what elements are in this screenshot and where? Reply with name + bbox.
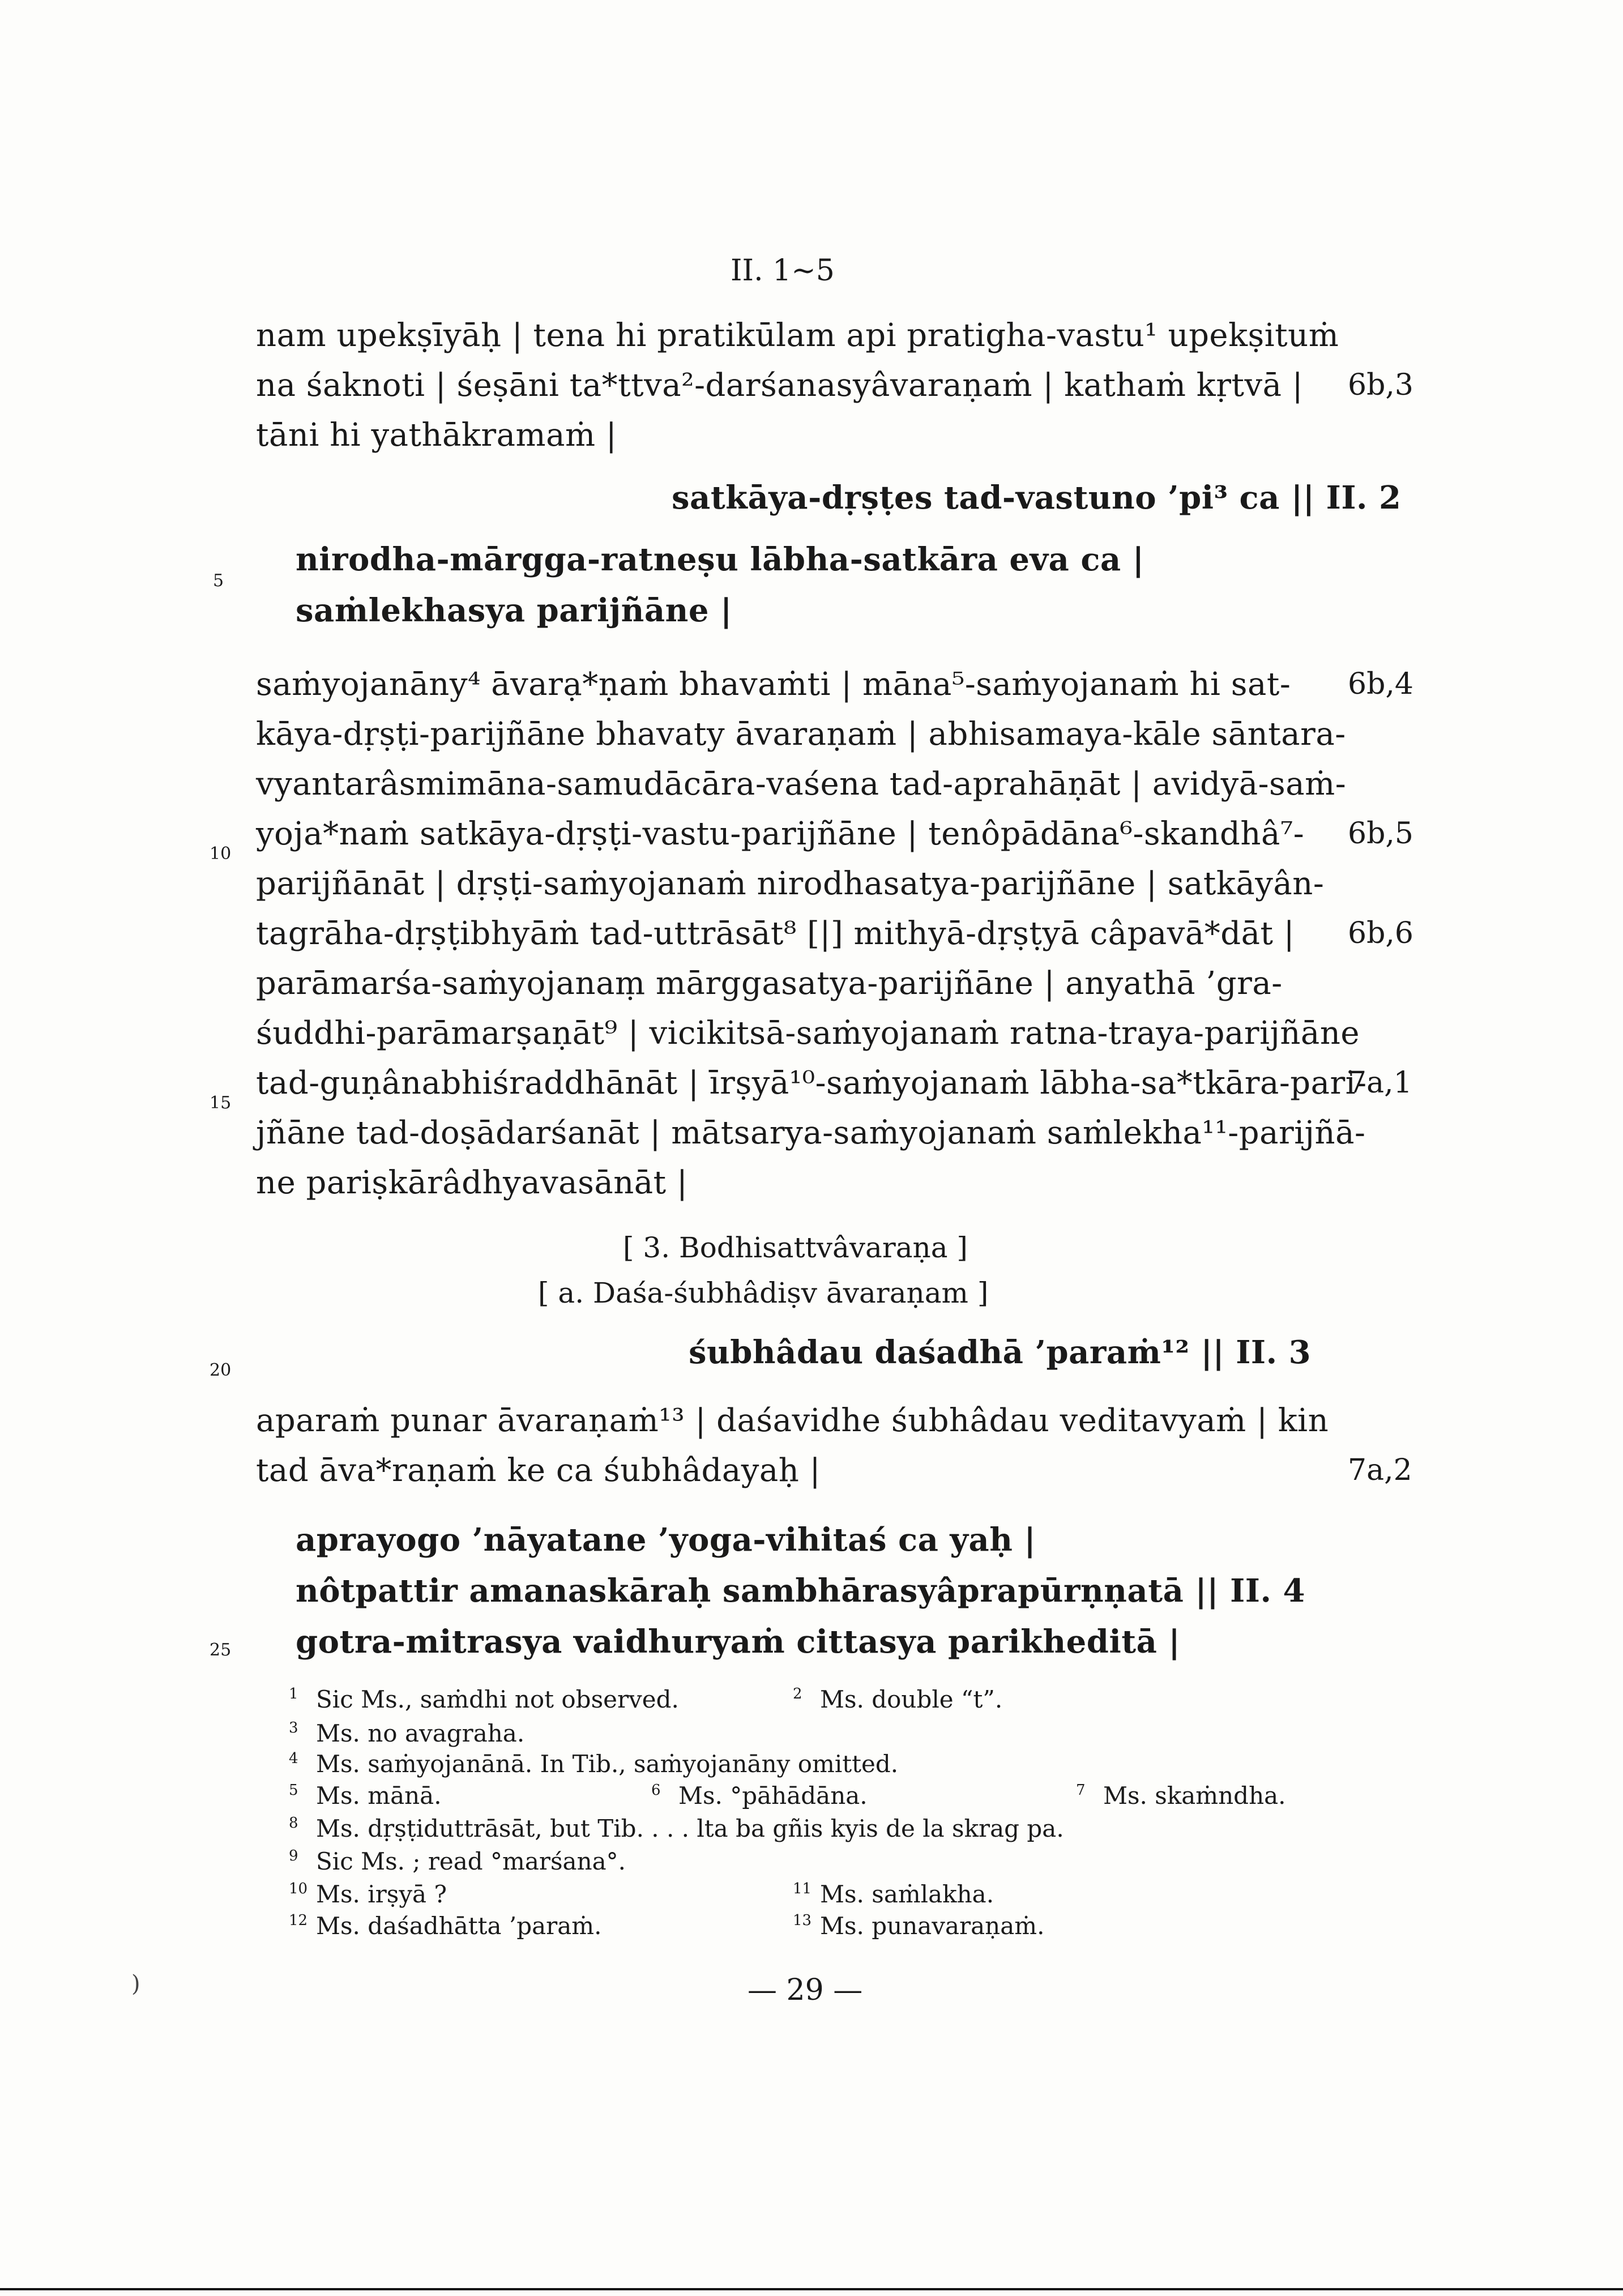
text-line: tad āva*raṇaṁ ke ca śubhâdayaḥ | — [256, 1452, 821, 1489]
footnote: 13 Ms. punavaraṇaṁ. — [793, 1912, 1045, 1940]
footnote: 1 Sic Ms., saṁdhi not observed. — [289, 1685, 679, 1713]
footnote: 3 Ms. no avagraha. — [289, 1719, 525, 1747]
footnote: 6 Ms. °pāhādāna. — [651, 1782, 868, 1810]
text-line: nam upekṣīyāḥ | tena hi pratikūlam api pratigha-vastu¹ upekṣituṁ — [256, 317, 1339, 354]
verse-line: aprayogo ’nāyatane ’yoga-vihitaś ca yaḥ | — [296, 1521, 1036, 1559]
line-number: 5 — [213, 571, 224, 591]
text-line: jñāne tad-doṣādarśanāt | mātsarya-saṁyojanaṁ saṁlekha¹¹-parijñā- — [256, 1115, 1366, 1151]
text-line: tad-guṇânabhiśraddhānāt | īrṣyā¹⁰-saṁyojanaṁ lābha-sa*tkāra-pari- — [256, 1065, 1367, 1102]
footnote: 12 Ms. daśadhātta ’paraṁ. — [289, 1912, 602, 1940]
verse-line: saṁlekhasya parijñāne | — [296, 592, 732, 629]
text-line: saṁyojanāny⁴ āvarạ*ṇaṁ bhavaṁti | māna⁵-saṁyojanaṁ hi sat- — [256, 666, 1291, 703]
scan-edge-line — [0, 2288, 1623, 2290]
text-line: na śaknoti | śeṣāni ta*ttva²-darśanasyâvaraṇaṁ | kathaṁ kṛtvā | — [256, 367, 1304, 404]
folio-ref: 7a,2 — [1348, 1453, 1412, 1487]
folio-ref: 6b,4 — [1348, 667, 1413, 701]
footnote: 7 Ms. skaṁndha. — [1076, 1782, 1286, 1810]
text-line: kāya-dṛṣṭi-parijñāne bhavaty āvaraṇaṁ | abhisamaya-kāle sāntara- — [256, 716, 1346, 753]
footnote: 8 Ms. dṛṣṭiduttrāsāt, but Tib. . . . lta ba gñis kyis de la skrag pa. — [289, 1815, 1064, 1842]
text-line: śuddhi-parāmarṣaṇāt⁹ | vicikitsā-saṁyojanaṁ ratna-traya-parijñāne — [256, 1015, 1360, 1052]
verse-line: nôtpattir amanaskāraḥ sambhārasyâprapūrṇṇatā || II. 4 — [296, 1572, 1305, 1610]
text-line: yoja*naṁ satkāya-dṛṣṭi-vastu-parijñāne | tenôpādāna⁶-skandhâ⁷- — [256, 816, 1305, 852]
line-number: 20 — [210, 1360, 232, 1380]
text-line: ne pariṣkārâdhyavasānāt | — [256, 1164, 688, 1201]
section-heading: [ 3. Bodhisattvâvaraṇa ] — [623, 1231, 968, 1264]
verse-line: nirodha-mārgga-ratneṣu lābha-satkāra eva ca | — [296, 541, 1144, 578]
text-line: aparaṁ punar āvaraṇaṁ¹³ | daśavidhe śubhâdau veditavyaṁ | kin — [256, 1402, 1329, 1439]
folio-ref: 6b,6 — [1348, 916, 1413, 950]
text-line: vyantarâsmimāna-samudācāra-vaśena tad-aprahāṇāt | avidyā-saṁ- — [256, 766, 1347, 803]
footnote: 2 Ms. double “t”. — [793, 1685, 1003, 1713]
folio-ref: 6b,3 — [1348, 368, 1413, 402]
footnote: 11 Ms. saṁlakha. — [793, 1880, 994, 1908]
line-number: 15 — [210, 1093, 232, 1113]
text-line: parijñānāt | dṛṣṭi-saṁyojanaṁ nirodhasatya-parijñāne | satkāyân- — [256, 865, 1325, 902]
text-line: tagrāha-dṛṣṭibhyāṁ tad-uttrāsāt⁸ [|] mithyā-dṛṣṭyā câpavā*dāt | — [256, 915, 1295, 952]
footnote: 4 Ms. saṁyojanānā. In Tib., saṁyojanāny omitted. — [289, 1750, 899, 1778]
running-head: II. 1~5 — [731, 254, 835, 288]
line-number: 10 — [210, 844, 232, 864]
verse-line: satkāya-dṛṣṭes tad-vastuno ’pi³ ca || II. 2 — [672, 479, 1402, 517]
footnote: 5 Ms. mānā. — [289, 1782, 442, 1810]
scan-mark: ) — [131, 1971, 140, 1997]
verse-line: śubhâdau daśadhā ’paraṁ¹² || II. 3 — [689, 1334, 1312, 1371]
subsection-heading: [ a. Daśa-śubhâdiṣv āvaraṇam ] — [538, 1277, 989, 1309]
line-number: 25 — [210, 1640, 232, 1660]
page-number: — 29 — — [748, 1973, 863, 2007]
folio-ref: 6b,5 — [1348, 817, 1413, 851]
text-line: tāni hi yathākramaṁ | — [256, 417, 617, 454]
footnote: 10 Ms. irṣyā ? — [289, 1880, 447, 1908]
folio-ref: 7a,1 — [1348, 1066, 1412, 1100]
text-line: parāmarśa-saṁyojanaṃ mārggasatya-parijñāne | anyathā ’gra- — [256, 965, 1283, 1002]
verse-line: gotra-mitrasya vaidhuryaṁ cittasya parikheditā | — [296, 1623, 1181, 1661]
footnote: 9 Sic Ms. ; read °marśana°. — [289, 1847, 626, 1875]
